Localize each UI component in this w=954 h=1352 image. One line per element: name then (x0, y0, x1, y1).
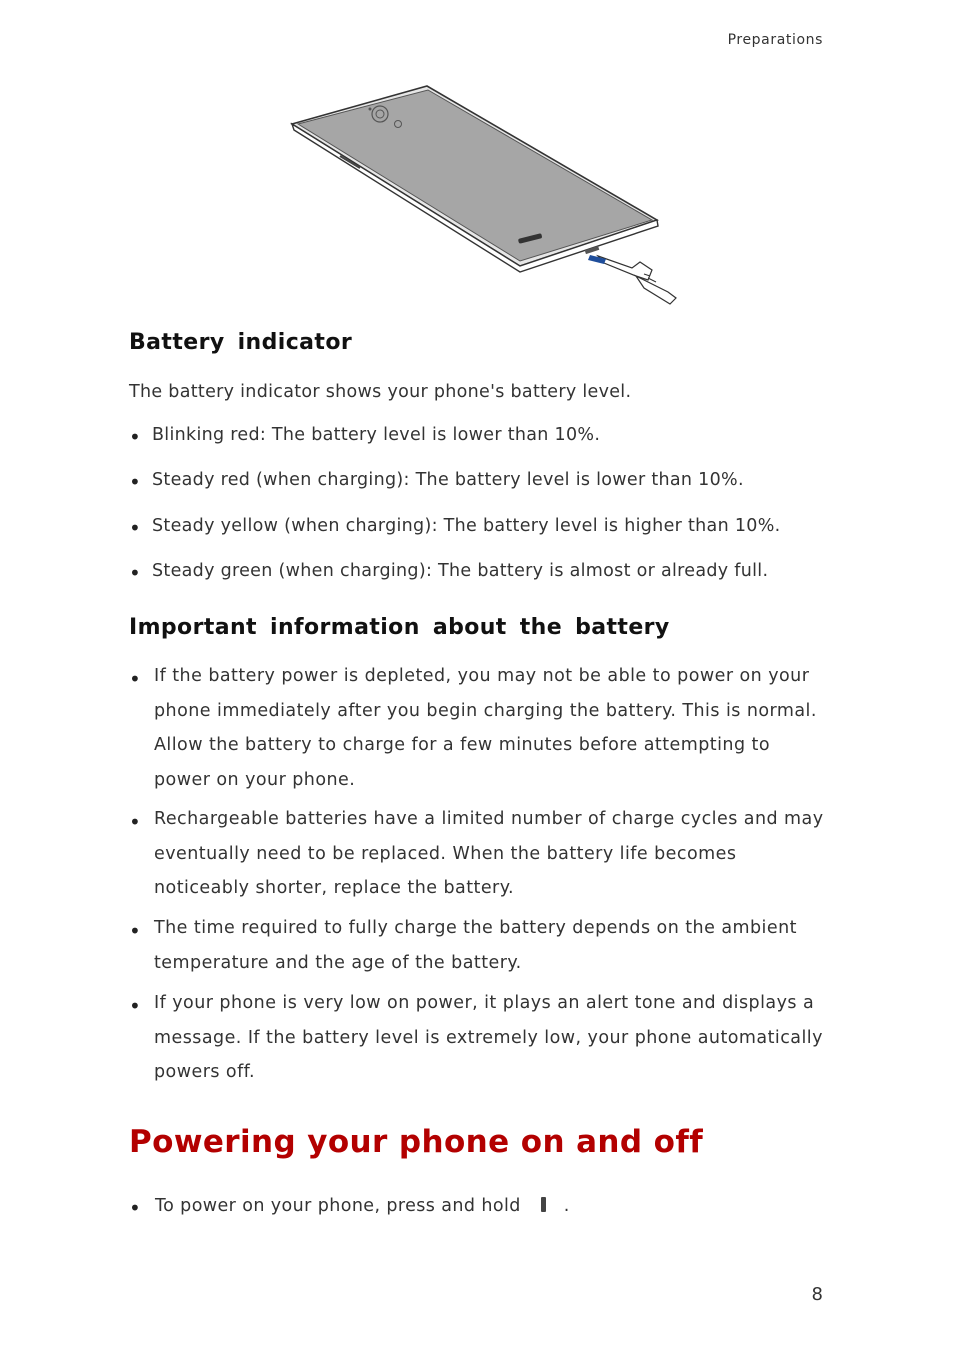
powering-heading: Powering your phone on and off (129, 1124, 704, 1160)
phone-charging-illustration (280, 80, 690, 310)
power-key-icon (541, 1197, 546, 1212)
list-item: • If the battery power is depleted, you may not be able to power on your phone immediately after you begin charging the battery. This is normal. Allow the battery to charge for a few minutes before attempting to power on your phone. (129, 666, 817, 790)
bullet-icon: • (129, 1196, 142, 1220)
bullet-icon: • (129, 810, 142, 834)
bullet-icon: • (129, 470, 142, 494)
battery-indicator-intro: The battery indicator shows your phone's battery level. (129, 382, 632, 402)
usb-cable-icon (598, 256, 652, 280)
battery-indicator-heading: Battery indicator (129, 330, 353, 355)
bullet-icon: • (129, 561, 142, 585)
page-number: 8 (811, 1284, 823, 1305)
bullet-icon: • (129, 516, 142, 540)
power-instruction-text: To power on your phone, press and hold (155, 1196, 521, 1216)
list-item: • The time required to fully charge the battery depends on the ambient temperature and the age of the battery. (129, 918, 797, 973)
bullet-icon: • (129, 425, 142, 449)
list-item: • If your phone is very low on power, it plays an alert tone and displays a message. If the battery level is extremely low, your phone automatically powers off. (129, 993, 823, 1082)
bullet-icon: • (129, 667, 142, 691)
list-item: • Rechargeable batteries have a limited number of charge cycles and may eventually need to be replaced. When the battery life becomes noticeably shorter, replace the battery. (129, 809, 824, 898)
important-info-heading: Important information about the battery (129, 615, 670, 640)
header-section-title: Preparations (727, 32, 823, 48)
bullet-icon: • (129, 919, 142, 943)
bullet-icon: • (129, 994, 142, 1018)
power-instruction-suffix: . (563, 1196, 570, 1216)
